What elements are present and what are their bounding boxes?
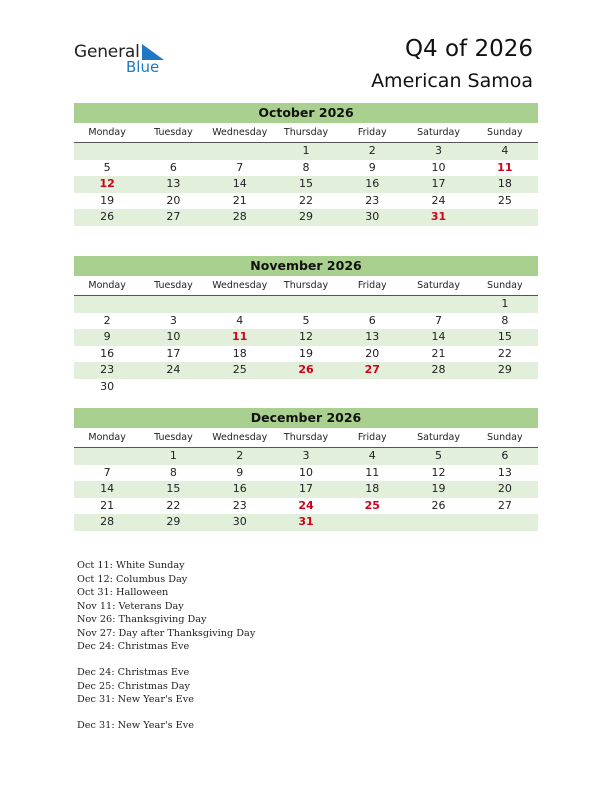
day-cell: 28 bbox=[232, 210, 247, 223]
week-row bbox=[74, 160, 538, 177]
day-cell: 2 bbox=[236, 449, 244, 462]
day-cell: 30 bbox=[232, 515, 247, 528]
day-cell: 9 bbox=[236, 465, 244, 479]
day-cell bbox=[207, 143, 273, 160]
weekday-label: Friday bbox=[357, 280, 387, 291]
month-calendar bbox=[74, 408, 538, 531]
weekday-label: Sunday bbox=[487, 432, 523, 443]
day-cell bbox=[472, 514, 538, 531]
day-cell bbox=[74, 448, 140, 465]
week-row bbox=[74, 296, 538, 313]
day-cell: 16 bbox=[365, 177, 380, 190]
day-cell: 5 bbox=[435, 449, 443, 462]
day-cell bbox=[405, 514, 471, 531]
weekday-label: Sunday bbox=[487, 280, 523, 291]
day-cell: 24 bbox=[298, 498, 314, 512]
month-calendar bbox=[74, 103, 538, 226]
holiday-entry: Dec 24: Christmas Eve bbox=[77, 641, 190, 652]
day-cell: 29 bbox=[497, 363, 512, 376]
day-cell: 27 bbox=[364, 363, 380, 376]
day-cell: 4 bbox=[236, 313, 244, 327]
day-cell: 19 bbox=[100, 193, 115, 207]
day-cell bbox=[405, 296, 471, 313]
day-cell: 21 bbox=[232, 193, 247, 207]
weekday-label: Friday bbox=[357, 432, 387, 443]
day-cell: 5 bbox=[302, 313, 310, 327]
logo-blue-text: Blue bbox=[126, 58, 160, 76]
day-cell: 21 bbox=[100, 498, 115, 512]
day-cell: 19 bbox=[431, 482, 446, 495]
day-cell: 1 bbox=[501, 297, 509, 310]
day-cell: 2 bbox=[368, 144, 376, 157]
day-cell: 18 bbox=[497, 177, 512, 190]
day-cell: 22 bbox=[497, 346, 512, 360]
day-cell: 7 bbox=[435, 313, 443, 327]
day-cell: 11 bbox=[365, 465, 380, 479]
day-cell: 26 bbox=[100, 210, 115, 223]
holiday-entry: Nov 27: Day after Thanksgiving Day bbox=[77, 627, 256, 639]
day-cell: 21 bbox=[431, 346, 446, 360]
weekday-label: Monday bbox=[88, 432, 126, 443]
day-cell: 23 bbox=[100, 363, 115, 376]
day-cell bbox=[339, 379, 405, 396]
day-cell: 18 bbox=[232, 346, 247, 360]
day-cell: 29 bbox=[166, 515, 181, 528]
day-cell bbox=[273, 379, 339, 396]
day-cell: 14 bbox=[431, 330, 446, 343]
day-cell: 17 bbox=[298, 482, 313, 495]
day-cell: 9 bbox=[368, 160, 376, 174]
day-cell bbox=[273, 296, 339, 313]
day-cell: 13 bbox=[166, 177, 181, 190]
holiday-entry: Dec 24: Christmas Eve bbox=[77, 667, 190, 678]
week-row bbox=[74, 448, 538, 465]
day-cell: 20 bbox=[365, 346, 380, 360]
day-cell: 16 bbox=[232, 482, 247, 495]
day-cell bbox=[140, 379, 206, 396]
day-cell: 1 bbox=[169, 449, 177, 462]
day-cell: 12 bbox=[298, 330, 313, 343]
day-cell bbox=[140, 143, 206, 160]
weekday-label: Tuesday bbox=[154, 432, 193, 443]
month-title: November 2026 bbox=[74, 256, 538, 276]
week-row bbox=[74, 209, 538, 226]
weekday-label: Thursday bbox=[283, 432, 329, 443]
day-cell: 15 bbox=[166, 482, 181, 495]
day-cell: 6 bbox=[169, 160, 177, 174]
day-cell: 28 bbox=[100, 515, 115, 528]
day-cell: 26 bbox=[298, 363, 314, 376]
week-row bbox=[74, 143, 538, 160]
day-cell: 11 bbox=[232, 330, 248, 343]
holiday-list bbox=[77, 559, 255, 733]
day-cell bbox=[472, 379, 538, 396]
month-title: December 2026 bbox=[74, 408, 538, 428]
day-cell: 7 bbox=[236, 160, 244, 174]
weekday-label: Friday bbox=[357, 127, 387, 138]
day-cell: 10 bbox=[166, 330, 181, 343]
day-cell: 19 bbox=[298, 346, 313, 360]
weekday-label: Sunday bbox=[487, 127, 523, 138]
day-cell: 14 bbox=[100, 482, 115, 495]
day-cell bbox=[472, 209, 538, 226]
day-cell: 20 bbox=[497, 482, 512, 495]
weekday-label: Monday bbox=[88, 127, 126, 138]
day-cell: 25 bbox=[364, 498, 380, 512]
holiday-entry: Dec 31: New Year's Eve bbox=[77, 694, 194, 705]
day-cell: 27 bbox=[166, 210, 181, 223]
week-row bbox=[74, 514, 538, 531]
day-cell bbox=[207, 379, 273, 396]
day-cell: 24 bbox=[166, 363, 181, 376]
day-cell bbox=[207, 296, 273, 313]
holiday-entry: Nov 11: Veterans Day bbox=[77, 600, 184, 612]
weekday-header bbox=[74, 278, 538, 296]
weekday-label: Thursday bbox=[283, 280, 329, 291]
day-cell: 2 bbox=[103, 313, 111, 327]
day-cell: 26 bbox=[431, 498, 446, 512]
holiday-entry: Dec 25: Christmas Day bbox=[77, 680, 190, 692]
holiday-entry: Oct 31: Halloween bbox=[77, 587, 169, 598]
holiday-entry: Oct 11: White Sunday bbox=[77, 560, 185, 571]
day-cell: 30 bbox=[100, 379, 115, 393]
day-cell: 15 bbox=[497, 330, 512, 343]
month-title: October 2026 bbox=[74, 103, 538, 123]
day-cell: 9 bbox=[103, 330, 111, 343]
day-cell: 3 bbox=[435, 144, 443, 157]
day-cell: 22 bbox=[298, 193, 313, 207]
day-cell: 7 bbox=[103, 465, 111, 479]
holiday-entry: Nov 26: Thanksgiving Day bbox=[77, 614, 207, 625]
week-row bbox=[74, 481, 538, 498]
day-cell: 23 bbox=[232, 498, 247, 512]
day-cell bbox=[339, 514, 405, 531]
day-cell: 15 bbox=[298, 177, 313, 190]
day-cell: 25 bbox=[497, 193, 512, 207]
day-cell: 1 bbox=[302, 144, 310, 157]
day-cell: 10 bbox=[431, 160, 446, 174]
week-row bbox=[74, 193, 538, 210]
day-cell: 12 bbox=[431, 465, 446, 479]
weekday-label: Saturday bbox=[417, 127, 460, 138]
page-title: Q4 of 2026 bbox=[404, 36, 533, 62]
day-cell: 28 bbox=[431, 363, 446, 376]
day-cell: 8 bbox=[501, 313, 509, 327]
day-cell: 10 bbox=[298, 465, 313, 479]
day-cell: 17 bbox=[431, 177, 446, 190]
day-cell bbox=[140, 296, 206, 313]
weekday-label: Saturday bbox=[417, 432, 460, 443]
day-cell: 31 bbox=[430, 210, 447, 223]
day-cell: 6 bbox=[368, 313, 376, 327]
weekday-label: Wednesday bbox=[212, 127, 268, 138]
day-cell: 23 bbox=[365, 193, 380, 207]
weekday-header bbox=[74, 125, 538, 143]
day-cell: 16 bbox=[100, 346, 115, 360]
week-row bbox=[74, 329, 538, 346]
weekday-header bbox=[74, 430, 538, 448]
week-row bbox=[74, 379, 538, 396]
weekday-label: Thursday bbox=[283, 127, 329, 138]
logo-general-text: General bbox=[74, 42, 140, 62]
day-cell: 25 bbox=[232, 363, 247, 376]
day-cell: 17 bbox=[166, 346, 181, 360]
day-cell: 12 bbox=[99, 177, 115, 190]
weekday-label: Wednesday bbox=[212, 432, 268, 443]
weekday-label: Saturday bbox=[417, 280, 460, 291]
holiday-entry: Oct 12: Columbus Day bbox=[77, 573, 188, 585]
day-cell: 4 bbox=[368, 449, 376, 462]
day-cell: 30 bbox=[365, 210, 380, 223]
weekday-label: Tuesday bbox=[154, 280, 193, 291]
country-name: American Samoa bbox=[371, 70, 533, 92]
day-cell: 3 bbox=[169, 313, 177, 327]
weekday-label: Monday bbox=[88, 280, 126, 291]
day-cell: 24 bbox=[431, 193, 446, 207]
day-cell: 8 bbox=[302, 160, 310, 174]
weekday-label: Wednesday bbox=[212, 280, 268, 291]
month-calendar bbox=[74, 256, 538, 395]
day-cell: 6 bbox=[501, 449, 509, 462]
day-cell: 27 bbox=[497, 498, 512, 512]
day-cell bbox=[339, 296, 405, 313]
week-row bbox=[74, 176, 538, 193]
holiday-entry: Dec 31: New Year's Eve bbox=[77, 720, 194, 731]
day-cell bbox=[74, 296, 140, 313]
day-cell: 18 bbox=[365, 482, 380, 495]
day-cell: 13 bbox=[365, 330, 380, 343]
day-cell: 13 bbox=[497, 465, 512, 479]
day-cell: 29 bbox=[298, 210, 313, 223]
day-cell: 31 bbox=[298, 515, 314, 528]
day-cell: 8 bbox=[169, 465, 177, 479]
week-row bbox=[74, 346, 538, 363]
week-row bbox=[74, 498, 538, 515]
week-row bbox=[74, 362, 538, 379]
day-cell bbox=[405, 379, 471, 396]
weekday-label: Tuesday bbox=[154, 127, 193, 138]
day-cell: 5 bbox=[103, 160, 111, 174]
week-row bbox=[74, 313, 538, 330]
week-row bbox=[74, 465, 538, 482]
day-cell: 11 bbox=[497, 160, 513, 174]
day-cell: 14 bbox=[232, 177, 247, 190]
day-cell bbox=[74, 143, 140, 160]
day-cell: 3 bbox=[302, 449, 310, 462]
day-cell: 20 bbox=[166, 193, 181, 207]
day-cell: 4 bbox=[501, 144, 509, 157]
day-cell: 22 bbox=[166, 498, 181, 512]
brand-logo bbox=[74, 42, 174, 76]
